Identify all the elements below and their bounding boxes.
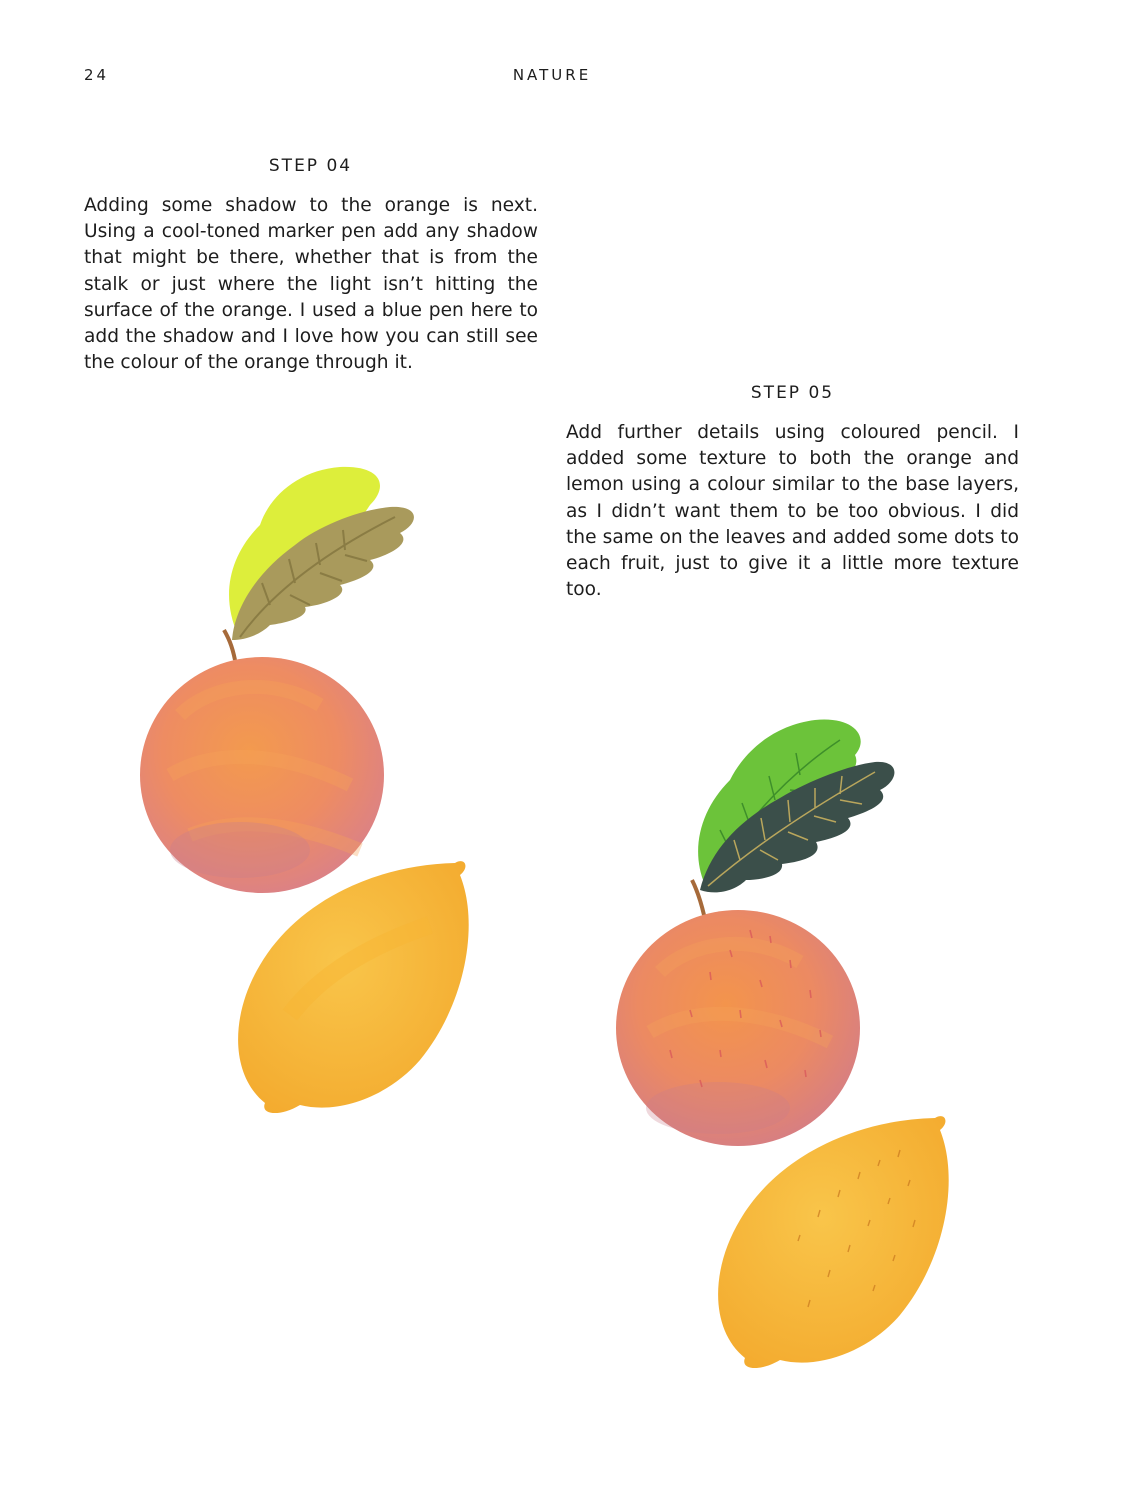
orange — [616, 910, 860, 1146]
step-05-illustration — [600, 710, 980, 1390]
orange — [140, 657, 384, 893]
step-05-heading: STEP 05 — [750, 383, 835, 403]
step-04-text: Adding some shadow to the orange is next. Using a cool-toned marker pen add any shadow that might be there, whether that is from the stalk or just where the light isn’t hitting the surface of the orange. I used a blue pen here to add the shadow and I love how you can still see the colour of the orange through it. — [84, 195, 538, 374]
lemon — [238, 861, 469, 1113]
page-number: 24 — [84, 66, 110, 84]
step-04-illustration — [120, 455, 500, 1135]
running-head: NATURE — [512, 66, 592, 84]
lemon — [718, 1116, 949, 1368]
step-04-heading: STEP 04 — [268, 156, 353, 176]
step-05-text: Add further details using coloured pencil. I added some texture to both the orange and lemon using a colour similar to the base layers, as I didn’t want them to be too obvious. I did the same on the leaves and added some dots to each fruit, just to give it a little more texture too. — [566, 422, 1019, 601]
